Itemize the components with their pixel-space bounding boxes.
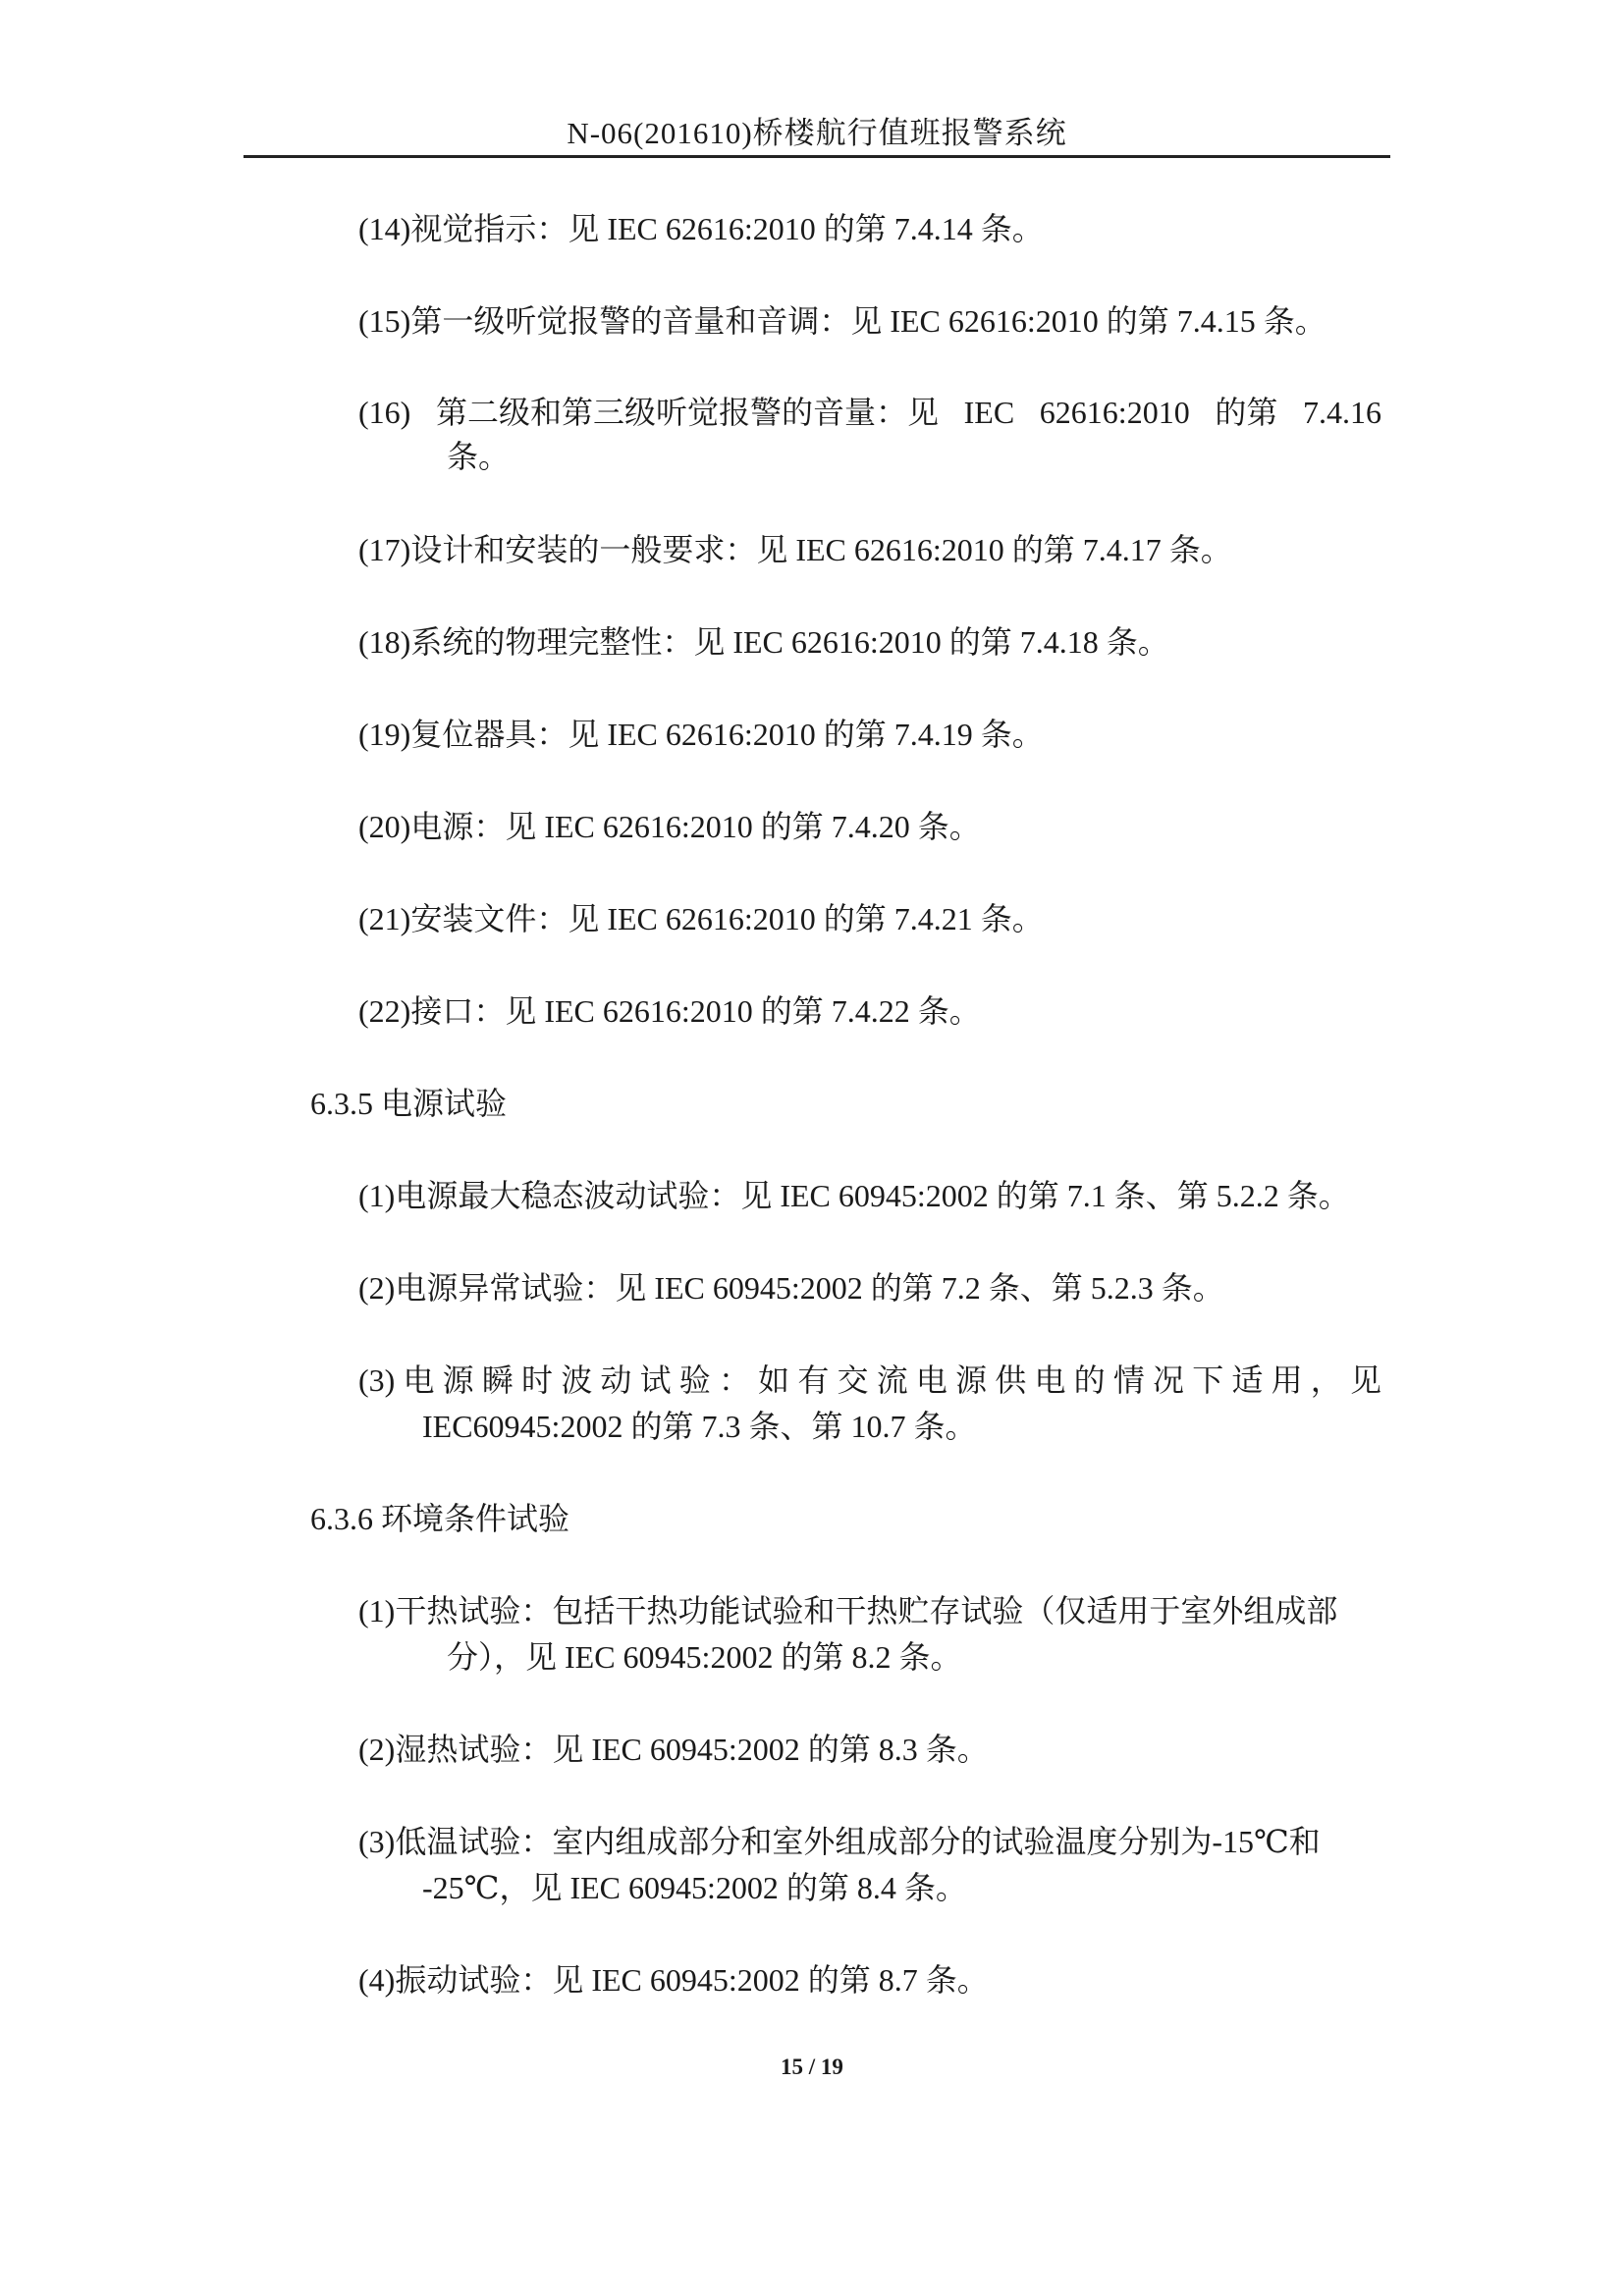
list-item-16-line-1 (358, 393, 1381, 432)
char: 电 (915, 1362, 947, 1398)
section-heading-6-3-5: 6.3.5 电源试验 (310, 1086, 508, 1121)
char: 电 (1034, 1362, 1066, 1398)
list-item-16-line-2: 条。 (447, 439, 511, 474)
list-item-16-of: 的第 (1215, 395, 1278, 430)
list-item-15: (15)第一级听觉报警的音量和音调：见 IEC 62616:2010 的第 7.4.15 条。 (358, 303, 1326, 339)
section-6-3-5-item-1: (1)电源最大稳态波动试验：见 IEC 60945:2002 的第 7.1 条、第 5.2.2 条。 (358, 1178, 1350, 1213)
list-item-16-clause: 7.4.16 (1302, 395, 1381, 430)
list-item-22: (22)接口：见 IEC 62616:2010 的第 7.4.22 条。 (358, 993, 981, 1029)
char: 电 (403, 1362, 435, 1398)
char: 有 (797, 1362, 830, 1398)
char: 源 (955, 1362, 988, 1398)
document-header-title: N-06(201610)桥楼航行值班报警系统 (567, 116, 1067, 150)
list-item-16-text: 第二级和第三级听觉报警的音量：见 (435, 395, 939, 430)
list-item-16-standard: IEC (963, 395, 1015, 430)
char: 流 (876, 1362, 908, 1398)
char: 用 (1271, 1362, 1303, 1398)
section-6-3-6-item-1-line-2: 分），见 IEC 60945:2002 的第 8.2 条。 (447, 1639, 962, 1675)
char: 见 (1349, 1362, 1381, 1398)
char: 如 (758, 1362, 790, 1398)
list-item-19: (19)复位器具：见 IEC 62616:2010 的第 7.4.19 条。 (358, 717, 1044, 752)
char: 试 (639, 1362, 672, 1398)
list-item-14: (14)视觉指示：见 IEC 62616:2010 的第 7.4.14 条。 (358, 211, 1044, 246)
item-3-number: (3) (358, 1362, 396, 1398)
char: 供 (995, 1362, 1027, 1398)
char: 交 (837, 1362, 869, 1398)
char: 验 (678, 1362, 711, 1398)
char: 情 (1112, 1362, 1145, 1398)
char: ， (1310, 1362, 1342, 1398)
char: 波 (561, 1362, 593, 1398)
section-heading-6-3-6: 6.3.6 环境条件试验 (310, 1501, 570, 1536)
list-item-16-standard-number: 62616:2010 (1039, 395, 1190, 430)
char: ： (718, 1362, 750, 1398)
section-6-3-6-item-1-line-1: (1)干热试验：包括干热功能试验和干热贮存试验（仅适用于室外组成部 (358, 1593, 1338, 1629)
list-item-20: (20)电源：见 IEC 62616:2010 的第 7.4.20 条。 (358, 809, 981, 844)
char: 况 (1153, 1362, 1185, 1398)
char: 下 (1192, 1362, 1224, 1398)
list-item-17: (17)设计和安装的一般要求：见 IEC 62616:2010 的第 7.4.17 条。 (358, 532, 1232, 567)
char: 时 (521, 1362, 554, 1398)
list-item-16-number: (16) (358, 395, 411, 430)
section-6-3-6-item-2: (2)湿热试验：见 IEC 60945:2002 的第 8.3 条。 (358, 1732, 989, 1767)
char: 适 (1231, 1362, 1264, 1398)
char: 动 (600, 1362, 632, 1398)
section-6-3-6-item-3-line-1: (3)低温试验：室内组成部分和室外组成部分的试验温度分别为-15℃和 (358, 1824, 1321, 1859)
char: 源 (442, 1362, 474, 1398)
section-6-3-6-item-3-line-2: -25℃，见 IEC 60945:2002 的第 8.4 条。 (422, 1870, 967, 1905)
list-item-21: (21)安装文件：见 IEC 62616:2010 的第 7.4.21 条。 (358, 901, 1044, 936)
list-item-18: (18)系统的物理完整性：见 IEC 62616:2010 的第 7.4.18 条。 (358, 624, 1169, 660)
char: 的 (1073, 1362, 1106, 1398)
section-6-3-5-item-3-line-2: IEC60945:2002 的第 7.3 条、第 10.7 条。 (422, 1409, 977, 1444)
page-number: 15 / 19 (781, 2055, 843, 2079)
section-6-3-5-item-2: (2)电源异常试验：见 IEC 60945:2002 的第 7.2 条、第 5.2.3 条。 (358, 1270, 1224, 1306)
section-6-3-6-item-4: (4)振动试验：见 IEC 60945:2002 的第 8.7 条。 (358, 1962, 989, 1998)
char: 瞬 (481, 1362, 514, 1398)
section-6-3-5-item-3-line-1 (358, 1361, 1381, 1400)
header-divider (244, 155, 1390, 158)
